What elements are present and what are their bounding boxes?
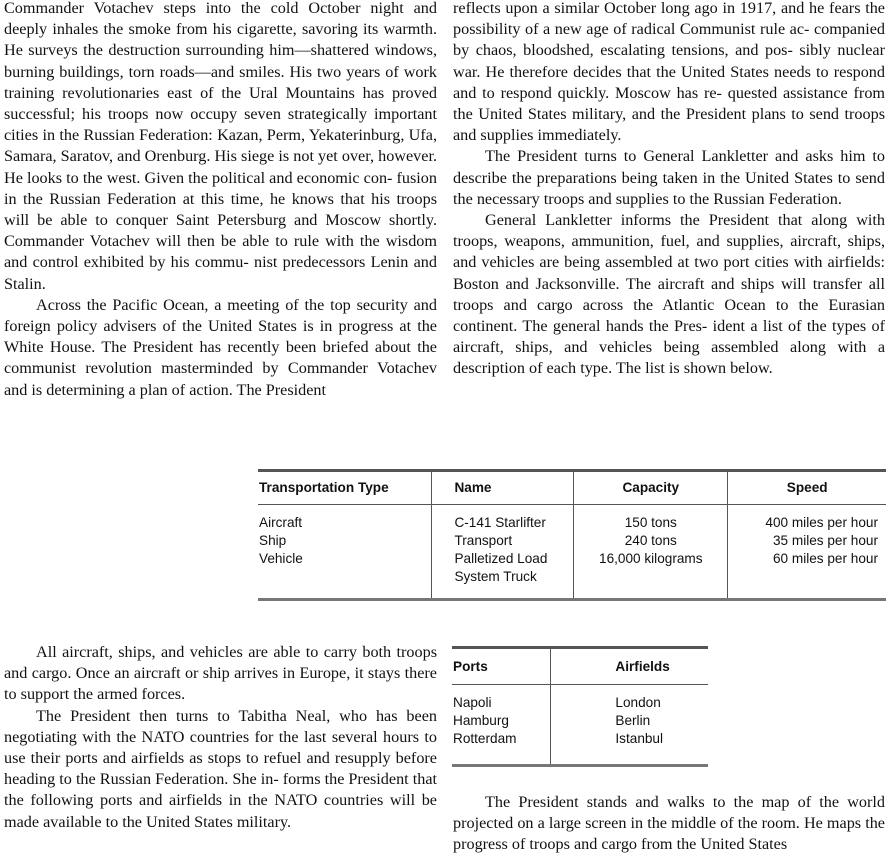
type-ship: Ship: [259, 533, 287, 548]
capacity-aircraft: 150 tons: [624, 515, 677, 530]
column-header-ports: Ports: [452, 648, 551, 685]
type-vehicle: Vehicle: [259, 551, 303, 566]
airfield-istanbul: Istanbul: [615, 731, 664, 746]
speed-cell: [728, 505, 886, 600]
right-column-bottom-text: [453, 792, 885, 856]
column-header-capacity: Capacity: [574, 471, 728, 505]
left-column-bottom-text: [4, 642, 437, 833]
paragraph: Across the Pacific Ocean, a meeting of the top security and foreign policy advisers of the United States is in progress at the White House. The President has recently been briefed about the communist revolution masterminded by Commander Votachev and is determining a plan of action. The President: [4, 295, 437, 399]
column-header-airfields: Airfields: [551, 648, 708, 685]
capacity-cell: [574, 505, 728, 600]
port-hamburg: Hamburg: [453, 713, 509, 728]
port-napoli: Napoli: [453, 695, 492, 710]
type-aircraft: Aircraft: [259, 515, 303, 530]
port-rotterdam: Rotterdam: [453, 731, 517, 746]
name-vehicle-line2: System Truck: [454, 569, 537, 584]
table-header-row: [258, 471, 886, 505]
speed-vehicle: 60 miles per hour: [772, 551, 878, 566]
paragraph: General Lankletter informs the President that along with troops, weapons, ammunition, fuel, and supplies, aircraft, ships, and vehicles are being assembled at two port cities with airfields: Boston and Jacksonville. The aircraft and ships will transfer all troops and cargo across the Atlantic Ocean to the Eurasian continent. The general hands the Pres- ident a list of the types of aircraft, ships, and vehicles being assembled along with a description of each type. The list is shown below.: [453, 211, 885, 378]
paragraph: The President then turns to Tabitha Neal, who has been negotiating with the NATO countries for the last several hours to use their ports and airfields as stops to refuel and resupply before heading to the Russian Federation. She in- forms the President that the following ports and airfields in the NATO countries will be made available to the United States military.: [4, 706, 437, 831]
table-row: [258, 505, 886, 600]
column-header-speed: Speed: [728, 471, 886, 505]
name-aircraft: C-141 Starlifter: [454, 515, 546, 530]
capacity-ship: 240 tons: [624, 533, 677, 548]
ports-airfields-table: [452, 646, 708, 767]
name-ship: Transport: [454, 533, 513, 548]
column-header-transportation-type: Transportation Type: [258, 471, 432, 505]
paragraph: Commander Votachev steps into the cold October night and deeply inhales the smoke from his cigarette, savoring its warmth. He surveys the destruction surrounding him—shattered windows, burning buildings, torn roads—and smiles. His two years of work training revolutionaries east of the Ural Mountains has proved successful; his troops now occupy seven strategically important cities in the Russian Federation: Kazan, Perm, Yekaterinburg, Ufa, Samara, Saratov, and Orenburg. His siege is not yet over, however. He looks to the west. Given the political and economic con- fusion in the Russian Federation at this time, he knows that his troops will be able to conquer Saint Petersburg and Moscow shortly. Commander Votachev will then be able to rule with the wisdom and control exhibited by his commu- nist predecessors Lenin and Stalin.: [4, 0, 437, 293]
left-column-top-text: [4, 0, 437, 401]
airfields-cell: [551, 685, 708, 766]
column-header-name: Name: [432, 471, 574, 505]
name-vehicle-line1: Palletized Load: [454, 551, 548, 566]
paragraph: The President turns to General Lankletter and asks him to describe the preparations being taken in the United States to send the necessary troops and supplies to the Russian Federation.: [453, 147, 885, 208]
transportation-type-cell: [258, 505, 432, 600]
paragraph: All aircraft, ships, and vehicles are able to carry both troops and cargo. Once an aircraft or ship arrives in Europe, it stays there to support the armed forces.: [4, 643, 437, 704]
speed-aircraft: 400 miles per hour: [765, 515, 878, 530]
speed-ship: 35 miles per hour: [772, 533, 878, 548]
paragraph: The President stands and walks to the map of the world projected on a large screen in the middle of the room. He maps the progress of troops and cargo from the United States: [453, 793, 885, 854]
table-row: [452, 685, 708, 766]
name-cell: [432, 505, 574, 600]
airfield-berlin: Berlin: [615, 713, 651, 728]
ports-cell: [452, 685, 551, 766]
airfield-london: London: [615, 695, 661, 710]
paragraph: reflects upon a similar October long ago in 1917, and he fears the possibility of a new age of radical Communist rule ac- companied by chaos, bloodshed, escalating tensions, and pos- sibly nuclear war. He therefore decides that the United States needs to respond and to respond quickly. Moscow has re- quested assistance from the United States military, and the President plans to send troops and supplies immediately.: [453, 0, 885, 145]
table-header-row: [452, 648, 708, 685]
capacity-vehicle: 16,000 kilograms: [599, 551, 703, 566]
right-column-top-text: [453, 0, 885, 380]
transportation-table: [258, 469, 886, 601]
